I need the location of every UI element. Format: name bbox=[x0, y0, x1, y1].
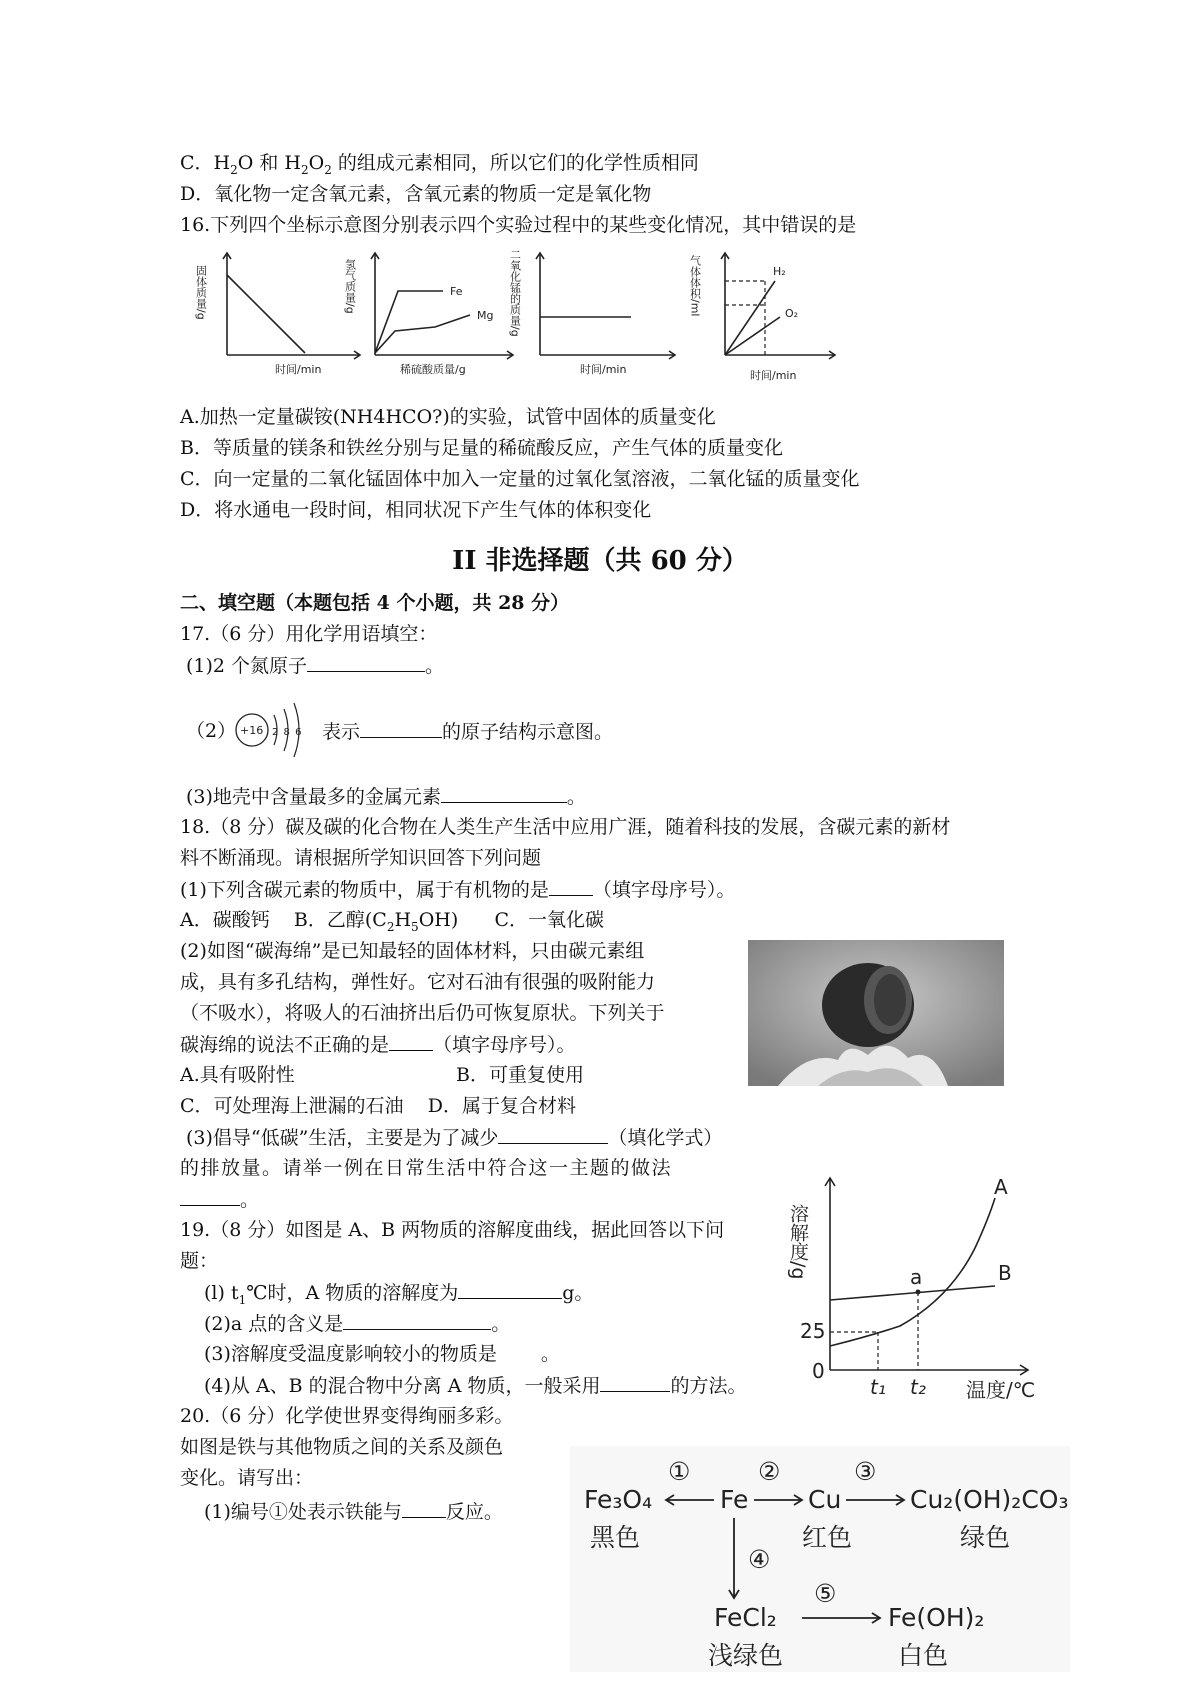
q16-option-c: C．向一定量的二氧化锰固体中加入一定量的过氧化氢溶液，二氧化锰的质量变化 bbox=[180, 468, 860, 490]
node-cu-color: 红色 bbox=[802, 1523, 853, 1552]
part2-title: 二、填空题（本题包括 4 个小题，共 28 分） bbox=[180, 592, 570, 614]
q20-stem: 20.（6 分）化学使世界变得绚丽多彩。 bbox=[180, 1405, 514, 1427]
q20-line2: 如图是铁与其他物质之间的关系及颜色 bbox=[180, 1436, 504, 1458]
q16-stem: 16.下列四个坐标示意图分别表示四个实验过程中的某些变化情况，其中错误的是 bbox=[180, 214, 857, 236]
q16-graphs bbox=[195, 245, 915, 385]
g2-mg-label: Mg bbox=[477, 309, 494, 322]
t2-label: t₂ bbox=[910, 1375, 926, 1399]
g1-ylabel: 固体质量/g bbox=[194, 265, 208, 320]
q19-part3: (3)溶解度受温度影响较小的物质是 。 bbox=[204, 1343, 560, 1365]
q19-part2: (2)a 点的含义是 。 bbox=[204, 1310, 510, 1337]
q19-stem-1: 19.（8 分）如图是 A、B 两物质的溶解度曲线，据此回答以下问 bbox=[180, 1219, 725, 1241]
q18-part2-line4: 碳海绵的说法不正确的是 （填字母序号）。 bbox=[180, 1031, 576, 1058]
g2-fe-label: Fe bbox=[450, 285, 463, 298]
chart-xlabel: 温度/℃ bbox=[966, 1378, 1036, 1402]
q18-stem-1: 18.（8 分）碳及碳的化合物在人类生产生活中应用广涯，随着科技的发展，含碳元素的新材 bbox=[180, 816, 951, 838]
g1-line bbox=[227, 275, 305, 353]
g3-ylabel: 二氧化锰的质量/g bbox=[508, 249, 522, 337]
q18-part1: (1)下列含碳元素的物质中，属于有机物的是 （填字母序号）。 bbox=[180, 876, 735, 903]
carbon-sponge-photo bbox=[748, 940, 1004, 1086]
q18-part2-line2: 成，具有多孔结构，弹性好。它对石油有很强的吸附能力 bbox=[180, 971, 656, 993]
q19-answer-blank-4[interactable] bbox=[600, 1372, 670, 1392]
g4-h2-line bbox=[725, 281, 775, 355]
q19-part1: (l) $t_1℃$时，A 物质的溶解度为 g。 bbox=[204, 1279, 593, 1313]
node-feoh2-color: 白色 bbox=[898, 1641, 949, 1670]
q19-stem-2: 题： bbox=[180, 1250, 219, 1272]
label-2: ② bbox=[758, 1457, 781, 1486]
node-fe3o4: Fe₃O₄ bbox=[584, 1485, 653, 1514]
g1-xlabel: 时间/min bbox=[275, 363, 322, 376]
atom-structure-diagram bbox=[230, 693, 316, 763]
node-feoh2: Fe(OH)₂ bbox=[888, 1603, 985, 1632]
q18-part3-line3: 。 bbox=[180, 1186, 259, 1213]
y25-label: 25 bbox=[800, 1319, 826, 1343]
g2-mg-line bbox=[375, 315, 470, 353]
section-title: II 非选择题（共 60 分） bbox=[452, 546, 748, 576]
node-fecl2: FeCl₂ bbox=[714, 1603, 777, 1632]
node-cu2oh2co3-color: 绿色 bbox=[960, 1523, 1011, 1552]
atom-shells: 2 8 6 bbox=[272, 727, 303, 738]
q18-answer-blank-3[interactable] bbox=[498, 1124, 608, 1144]
q18-part3-line2: 的排放量。请举一例在日常生活中符合这一主题的做法 bbox=[180, 1157, 673, 1179]
node-cu: Cu bbox=[808, 1485, 842, 1514]
q20-line3: 变化。请写出： bbox=[180, 1467, 314, 1489]
q19-part4: (4)从 A、B 的混合物中分离 A 物质，一般采用 的方法。 bbox=[204, 1372, 747, 1399]
q20-part1: (1)编号①处表示铁能与 反应。 bbox=[204, 1498, 503, 1525]
g4-h2-label: H₂ bbox=[773, 265, 786, 278]
q20-answer-blank-1[interactable] bbox=[402, 1498, 446, 1518]
g3-xlabel: 时间/min bbox=[580, 363, 627, 376]
point-a-label: a bbox=[910, 1265, 923, 1289]
q18-part1-options: A．碳酸钙 B．乙醇$(C_2H_5OH)$ C．一氧化碳 bbox=[180, 909, 605, 934]
q18-part2-line1: (2)如图“碳海绵”是已知最轻的固体材料，只由碳元素组 bbox=[180, 940, 645, 962]
iron-relation-diagram bbox=[570, 1446, 1070, 1672]
q17-answer-blank-1[interactable] bbox=[307, 652, 425, 672]
q17-answer-blank-2[interactable] bbox=[360, 718, 442, 738]
node-cu2oh2co3: Cu₂(OH)₂CO₃ bbox=[910, 1485, 1069, 1514]
node-fe3o4-color: 黑色 bbox=[590, 1523, 641, 1552]
q17-part2-text: 表示 的原子结构示意图。 bbox=[322, 718, 613, 745]
q16-option-b: B．等质量的镁条和铁丝分别与足量的稀硫酸反应，产生气体的质量变化 bbox=[180, 437, 783, 459]
q17-part2: （2） bbox=[186, 720, 237, 742]
q18-answer-blank-1[interactable] bbox=[549, 876, 593, 896]
q18-part2-options-cd: C．可处理海上泄漏的石油 D．属于复合材料 bbox=[180, 1095, 576, 1117]
g2-xlabel: 稀硫酸质量/g bbox=[400, 363, 466, 376]
curve-a-label: A bbox=[994, 1175, 1008, 1199]
q19-answer-blank-1[interactable] bbox=[458, 1279, 562, 1299]
g2-fe-line bbox=[375, 291, 443, 353]
label-1: ① bbox=[668, 1457, 691, 1486]
label-4: ④ bbox=[748, 1545, 771, 1574]
curve-b-label: B bbox=[998, 1261, 1012, 1285]
q18-answer-blank-4[interactable] bbox=[180, 1186, 240, 1206]
node-fecl2-color: 浅绿色 bbox=[708, 1641, 784, 1670]
chart-ylabel: 溶解度/g bbox=[787, 1204, 809, 1280]
t1-label: t₁ bbox=[870, 1375, 886, 1399]
g4-xlabel: 时间/min bbox=[750, 369, 797, 382]
q18-part2-line3: （不吸水），将吸人的石油挤出后仍可恢复原状。下列关于 bbox=[180, 1002, 665, 1024]
label-3: ③ bbox=[854, 1457, 877, 1486]
q16-option-d: D．将水通电一段时间，相同状况下产生气体的体积变化 bbox=[180, 499, 652, 521]
atom-nucleus: +16 bbox=[240, 724, 264, 737]
g4-o2-label: O₂ bbox=[785, 307, 799, 320]
q17-part3: (3)地壳中含量最多的金属元素 。 bbox=[186, 783, 586, 810]
q18-answer-blank-2[interactable] bbox=[389, 1031, 433, 1051]
label-5: ⑤ bbox=[814, 1579, 837, 1608]
q15-option-d: D．氧化物一定含氧元素，含氧元素的物质一定是氧化物 bbox=[180, 183, 652, 205]
q18-stem-2: 料不断涌现。请根据所学知识回答下列问题 bbox=[180, 847, 542, 869]
g4-o2-line bbox=[725, 317, 780, 355]
q15-option-c: C．$H_2O$ 和 $H_2O_2$ 的组成元素相同，所以它们的化学性质相同 bbox=[180, 152, 699, 177]
q16-option-a: A.加热一定量碳铵(NH4HCO?)的实验，试管中固体的质量变化 bbox=[180, 406, 716, 428]
g4-ylabel: 气体体积/ml bbox=[688, 255, 702, 317]
q18-part2-options-ab: A.具有吸附性 B．可重复使用 bbox=[180, 1064, 584, 1086]
q19-answer-blank-2[interactable] bbox=[343, 1310, 491, 1330]
g2-ylabel: 氢气质量/g bbox=[343, 259, 357, 314]
solubility-chart bbox=[787, 1168, 1050, 1408]
q17-part1: (1)2 个氮原子 。 bbox=[186, 652, 444, 679]
origin-label: 0 bbox=[812, 1359, 825, 1383]
q17-stem: 17.（6 分）用化学用语填空： bbox=[180, 623, 438, 645]
q18-part3-line1: (3)倡导“低碳”生活，主要是为了减少 （填化学式） bbox=[186, 1124, 722, 1151]
node-fe: Fe bbox=[720, 1485, 749, 1514]
q17-answer-blank-3[interactable] bbox=[441, 783, 567, 803]
